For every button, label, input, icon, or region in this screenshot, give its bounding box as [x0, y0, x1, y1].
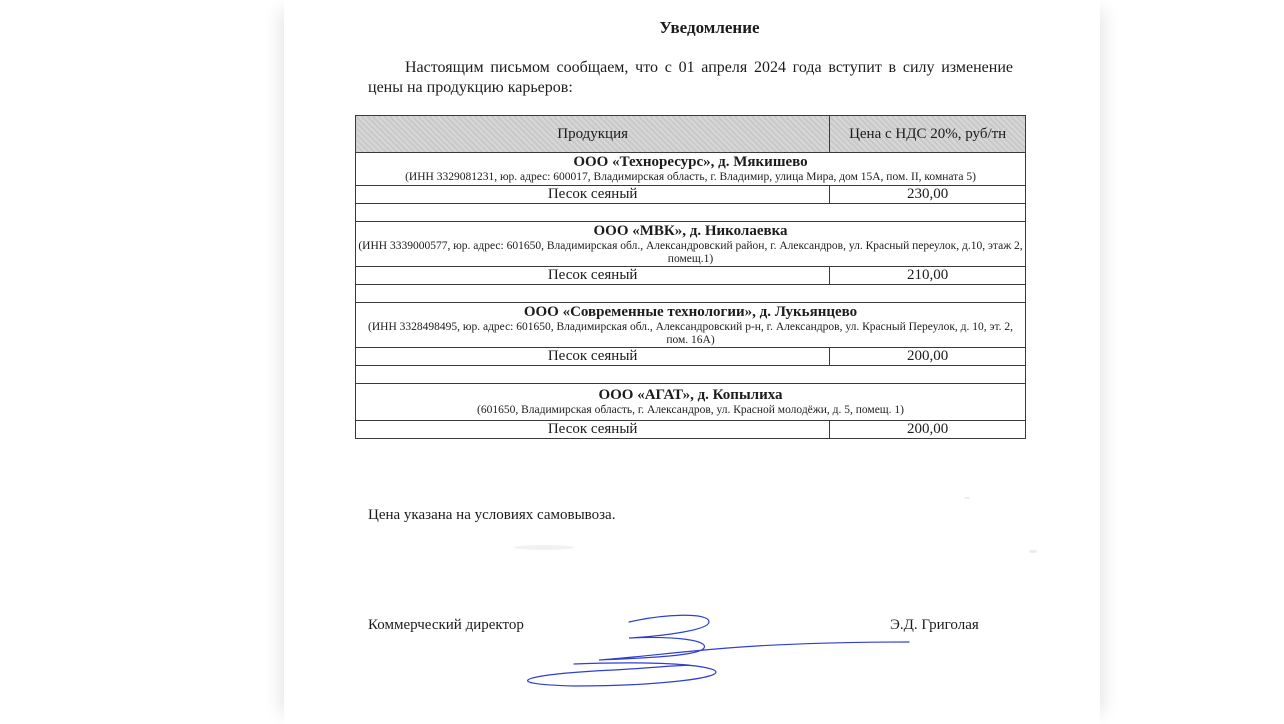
company-row	[356, 222, 1026, 267]
spacer-row	[356, 285, 1026, 303]
table-header-row	[356, 116, 1026, 153]
spacer-row	[356, 366, 1026, 384]
table-row	[356, 186, 1026, 204]
pickup-note: Цена указана на условиях самовывоза.	[368, 507, 616, 523]
header-product: Продукция	[356, 116, 830, 153]
product-cell: Песок сеяный	[356, 348, 830, 366]
spacer-row	[356, 204, 1026, 222]
document-title: Уведомление	[659, 18, 760, 37]
company-name: ООО «МВК», д. Николаевка	[593, 222, 788, 239]
company-name: ООО «Современные технологии», д. Лукьянцево	[523, 303, 858, 320]
intro-paragraph: Настоящим письмом сообщаем, что с 01 апреля 2024 года вступит в силу изменение цены на продукцию карьеров:	[368, 59, 1013, 96]
document-page	[284, 0, 1100, 724]
price-cell: 200,00	[830, 348, 1026, 366]
price-cell: 230,00	[830, 186, 1026, 204]
company-row	[356, 303, 1026, 348]
company-row	[356, 153, 1026, 186]
price-cell: 210,00	[830, 267, 1026, 285]
signatory-title: Коммерческий директор	[368, 617, 524, 633]
signatory-name: Э.Д. Григолая	[890, 617, 979, 633]
company-name: ООО «Техноресурс», д. Мякишево	[573, 154, 808, 170]
table-row	[356, 421, 1026, 439]
company-details: (ИНН 3329081231, юр. адрес: 600017, Владимирская область, г. Владимир, улица Мира, дом 15А, пом. II, комната 5)	[405, 171, 976, 183]
price-cell: 200,00	[830, 421, 1026, 439]
scan-noise	[514, 545, 574, 550]
product-cell: Песок сеяный	[356, 267, 830, 285]
scan-noise	[1029, 550, 1037, 553]
handwritten-signature	[504, 608, 944, 698]
company-details: (ИНН 3328498495, юр. адрес: 601650, Владимирская обл., Александровский р-н, г. Александров, ул. Красный Переулок, д. 10, эт. 2, пом. 16А)	[368, 320, 1013, 346]
price-table	[355, 115, 1026, 439]
company-name: ООО «АГАТ», д. Копылиха	[598, 387, 783, 403]
company-details: (ИНН 3339000577, юр. адрес: 601650, Владимирская обл., Александровский район, г. Александров, ул. Красный переулок, д.10, этаж 2, помещ.1)	[358, 239, 1023, 265]
product-cell: Песок сеяный	[356, 186, 830, 204]
table-row	[356, 348, 1026, 366]
company-details: (601650, Владимирская область, г. Александров, ул. Красной молодёжи, д. 5, помещ. 1)	[477, 404, 904, 416]
company-row	[356, 384, 1026, 421]
table-row	[356, 267, 1026, 285]
scan-noise	[964, 497, 970, 499]
product-cell: Песок сеяный	[356, 421, 830, 439]
header-price: Цена с НДС 20%, руб/тн	[830, 116, 1026, 153]
